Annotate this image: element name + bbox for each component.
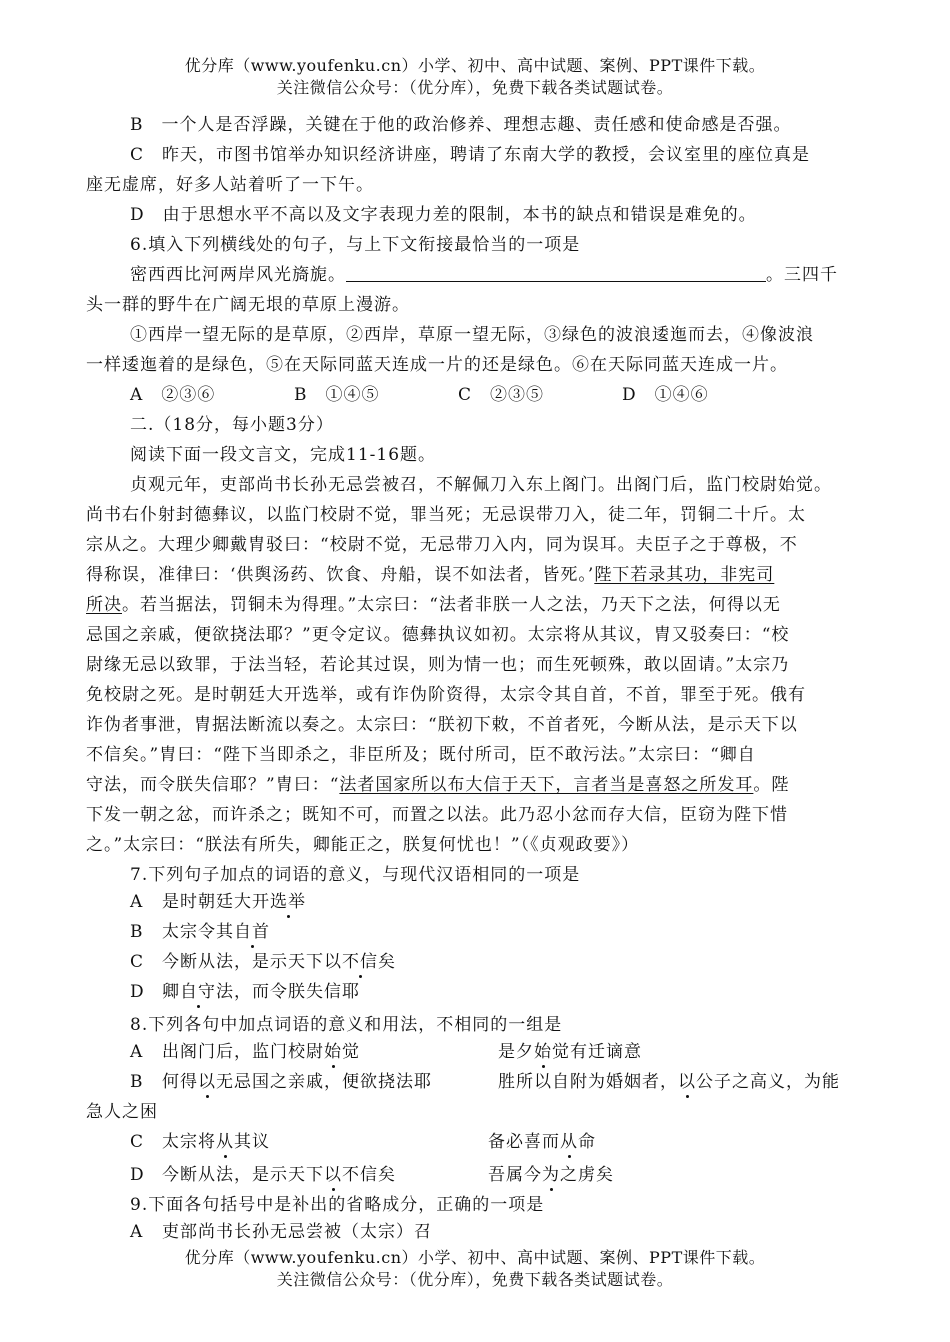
- q8-option-a: [130, 1040, 642, 1064]
- option-text: 今断从法，是示天下以: [162, 952, 342, 972]
- option-text: 不信矣: [342, 1165, 396, 1185]
- option-text: 觉有迁谪意: [552, 1042, 642, 1062]
- passage-line: [86, 773, 789, 797]
- option-text: 备必喜而: [488, 1132, 560, 1152]
- option-label: D: [130, 982, 145, 1002]
- option-label: D: [130, 1165, 145, 1185]
- q6-choices: [130, 383, 709, 407]
- dotted-word: 以: [678, 1072, 696, 1092]
- dotted-word: 以: [324, 1165, 342, 1185]
- dotted-word: 从: [560, 1132, 578, 1152]
- q6-choice-b: B ①④⑤: [294, 385, 380, 405]
- passage-text: 。陛: [753, 775, 790, 795]
- q5-option-d: D 由于思想水平不高以及文字表现力差的限制，本书的缺点和错误是难免的。: [130, 205, 757, 225]
- passage-line: [86, 593, 781, 617]
- option-text: 吾属今: [488, 1165, 542, 1185]
- passage-line: 尚书右仆射封德彝议，以监门校尉不觉，罪当死；无忌误带刀入，徒二年，罚铜二十斤。太: [86, 505, 806, 525]
- q9-stem: 9.下面各句括号中是补出的省略成分，正确的一项是: [130, 1195, 545, 1215]
- option-text: 法，而令朕失信耶: [216, 982, 360, 1002]
- option-text: 太宗将: [162, 1132, 216, 1152]
- option-text: 卿: [162, 982, 180, 1002]
- q7-stem: 7.下列句子加点的词语的意义，与现代汉语相同的一项是: [130, 865, 581, 885]
- dotted-word: 以: [198, 1072, 216, 1092]
- passage-line: 免校尉之死。是时朝廷大开选举，或有诈伪阶资得，太宗令其自首，不首，罪至于死。俄有: [86, 685, 806, 705]
- q6-stem: 6.填入下列横线处的句子，与上下文衔接最恰当的一项是: [130, 235, 581, 255]
- dotted-word: 不信: [342, 952, 378, 972]
- option-text: 之虏矣: [560, 1165, 614, 1185]
- q6-choice-c: C ②③⑤: [458, 385, 545, 405]
- passage-text: 得称误，准律曰：‘供舆汤药、饮食、舟船，误不如法者，皆死。’: [86, 565, 595, 585]
- dotted-word: 自守: [180, 982, 216, 1002]
- passage-text: 。若当据法，罚铜未为得理。”太宗曰：“法者非朕一人之法，乃天下之法，何得以无: [122, 595, 781, 615]
- q6-choice-a: A ②③⑥: [130, 385, 216, 405]
- section-2-instruction: 阅读下面一段文言文，完成11-16题。: [130, 445, 437, 465]
- option-text: 是夕: [498, 1042, 534, 1062]
- dotted-word: 始: [324, 1042, 342, 1062]
- section-2-title: 二.（18分，每小题3分）: [130, 415, 334, 435]
- option-label: A: [130, 892, 144, 912]
- header-line-2: 关注微信公众号：（优分库），免费下载各类试题试卷。: [276, 78, 674, 97]
- q8-option-d: [130, 1163, 614, 1187]
- q8-option-b: [130, 1070, 840, 1094]
- passage-line: 尉缘无忌以致罪，于法当轻，若论其过误，则为情一也；而生死顿殊，敢以固请。”太宗乃: [86, 655, 790, 675]
- option-text: 何得: [162, 1072, 198, 1092]
- q8-option-b-continued: 急人之困: [86, 1102, 158, 1122]
- passage-line: 贞观元年，吏部尚书长孙无忌尝被召，不解佩刀入东上阁门。出阁门后，监门校尉始觉。: [130, 475, 832, 495]
- option-label: A: [130, 1042, 144, 1062]
- q5-option-c-line1: C 昨天，市图书馆举办知识经济讲座，聘请了东南大学的教授，会议室里的座位真是: [130, 145, 811, 165]
- dotted-word: 从: [216, 1132, 234, 1152]
- passage-underlined-sentence-1: 陛下若录其功，非宪司: [594, 565, 775, 585]
- q6-text-post: 。三四千: [766, 265, 838, 285]
- q7-option-b: [130, 920, 270, 944]
- passage-line: 下发一朝之忿，而许杀之；既知不可，而置之以法。此乃忍小忿而存大信，臣窃为陛下惜: [86, 805, 788, 825]
- q7-option-a: [130, 890, 306, 914]
- option-text: 觉: [342, 1042, 360, 1062]
- passage-line: 之。”太宗曰：“朕法有所失，卿能正之，朕复何忧也！”（《贞观政要》）: [86, 835, 640, 855]
- q6-text-pre: 密西西比河两岸风光旖旎。: [130, 265, 346, 285]
- q8-stem: 8.下列各句中加点词语的意义和用法，不相同的一组是: [130, 1015, 563, 1035]
- q6-text-line1: [130, 263, 838, 287]
- footer-line-1: 优分库（www.youfenku.cn）小学、初中、高中试题、案例、PPT课件下载。: [184, 1248, 766, 1267]
- q5-option-b: B 一个人是否浮躁，关键在于他的政治修养、理想志趣、责任感和使命感是否强。: [130, 115, 792, 135]
- option-text: 命: [578, 1132, 596, 1152]
- option-label: B: [130, 922, 144, 942]
- option-text: 太宗令其: [162, 922, 234, 942]
- option-text: 无忌国之亲戚，便欲挠法耶: [216, 1072, 432, 1092]
- q5-option-c-line2: 座无虚席，好多人站着听了一下午。: [86, 175, 374, 195]
- header-line-1: 优分库（www.youfenku.cn）小学、初中、高中试题、案例、PPT课件下载。: [184, 56, 766, 75]
- option-text: 胜所以自附为婚姻者，: [498, 1072, 678, 1092]
- dotted-word: 为: [542, 1165, 560, 1185]
- option-label: C: [130, 952, 145, 972]
- option-label: B: [130, 1072, 144, 1092]
- q6-fill-blank: [346, 263, 766, 282]
- passage-line: 忌国之亲戚，便欲挠法耶？”更令定议。德彝执议如初。太宗将从其议，胄又驳奏曰：“校: [86, 625, 790, 645]
- passage-underlined-sentence-1-end: 所决: [86, 595, 122, 615]
- option-text: 出阁门后，监门校尉: [162, 1042, 324, 1062]
- passage-line: [86, 563, 774, 587]
- q6-choice-d: D ①④⑥: [622, 385, 709, 405]
- option-label: C: [130, 1132, 145, 1152]
- q8-option-c: [130, 1130, 596, 1154]
- option-text: 矣: [378, 952, 396, 972]
- footer-line-2: 关注微信公众号：（优分库），免费下载各类试题试卷。: [276, 1270, 674, 1289]
- option-text: 公子之高义，为能: [696, 1072, 840, 1092]
- dotted-word: 自首: [234, 922, 270, 942]
- passage-line: 不信矣。”胄曰：“陛下当即杀之，非臣所及；既付所司，臣不敢污法。”太宗曰：“卿自: [86, 745, 756, 765]
- passage-line: 诈伪者事泄，胄据法断流以奏之。太宗曰：“朕初下敕，不首者死，今断从法，是示天下以: [86, 715, 798, 735]
- option-text: 今断从法，是示天下: [162, 1165, 324, 1185]
- q6-sentences-line1: ①西岸一望无际的是草原，②西岸，草原一望无际，③绿色的波浪逶迤而去，④像波浪: [130, 325, 814, 345]
- option-label: A: [130, 1222, 144, 1242]
- passage-text: 守法，而令朕失信耶？”胄曰：“: [86, 775, 340, 795]
- option-text: 吏部尚书长孙无忌尝被（太宗）召: [162, 1222, 432, 1242]
- dotted-word: 选举: [270, 892, 306, 912]
- option-text: 是时朝廷大开: [162, 892, 270, 912]
- q6-text-line2: 头一群的野牛在广阔无垠的草原上漫游。: [86, 295, 410, 315]
- option-text: 其议: [234, 1132, 270, 1152]
- q7-option-c: [130, 950, 396, 974]
- q9-option-a: [130, 1220, 432, 1244]
- passage-line: 宗从之。大理少卿戴胄驳曰：“校尉不觉，无忌带刀入内，同为误耳。夫臣子之于尊极，不: [86, 535, 798, 555]
- q6-sentences-line2: 一样逶迤着的是绿色，⑤在天际同蓝天连成一片的还是绿色。⑥在天际同蓝天连成一片。: [86, 355, 788, 375]
- dotted-word: 始: [534, 1042, 552, 1062]
- passage-underlined-sentence-2: 法者国家所以布大信于天下，言者当是喜怒之所发耳: [339, 775, 754, 795]
- q7-option-d: [130, 980, 360, 1004]
